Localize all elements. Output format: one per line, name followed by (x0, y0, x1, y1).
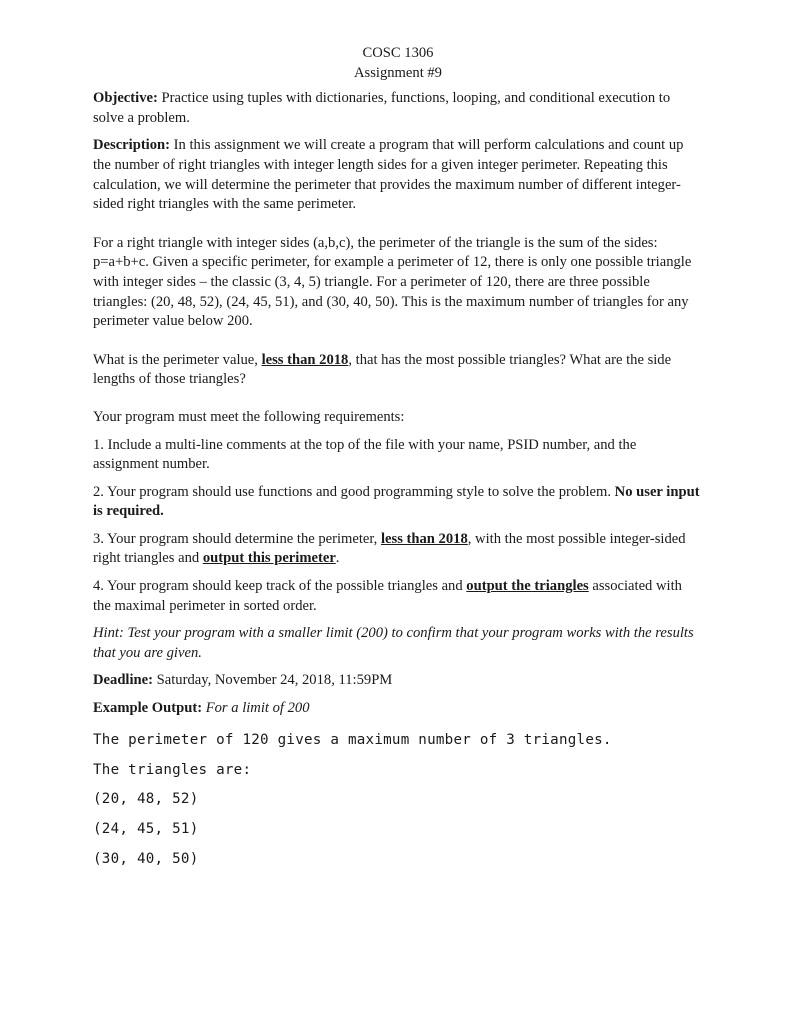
example-limit: For a limit of 200 (202, 700, 310, 717)
document-header (85, 44, 711, 83)
requirement-4-output: output the triangles (466, 578, 589, 595)
description-label: Description: (93, 137, 171, 154)
requirement-3 (93, 530, 703, 569)
deadline-label: Deadline: (93, 672, 153, 689)
objective-label: Objective: (93, 90, 158, 107)
question-limit: less than 2018 (261, 351, 349, 368)
output-line: (24, 45, 51) (93, 821, 199, 838)
requirement-3-middle: , with the most possible integer-sided right triangles and (93, 530, 686, 567)
description-paragraph (93, 136, 703, 214)
requirement-3-limit: less than 2018 (380, 530, 468, 547)
requirement-4-after: associated with the maximal perimeter in sorted order. (93, 578, 682, 614)
hint-paragraph: Hint: Test your program with a smaller limit (200) to confirm that your program works with the results that you are given. (93, 625, 694, 661)
objective-paragraph (93, 89, 703, 128)
example-output-heading (93, 699, 703, 719)
description-text: In this assignment we will create a program that will perform calculations and count up the number of right triangles with integer length sides for a given integer perimeter. Repeating this calculation, we will determine the perimeter that provides the maximum number of different integer-sided right triangles with the same perimeter. (93, 137, 684, 213)
assignment-number: Assignment #9 (354, 64, 442, 81)
example-label: Example Output: (93, 700, 203, 717)
question-paragraph (93, 351, 703, 390)
requirement-1: 1. Include a multi-line comments at the top of the file with your name, PSID number, and the assignment number. (93, 436, 637, 473)
output-line: The triangles are: (93, 761, 252, 778)
requirement-3-before: 3. Your program should determine the perimeter, (93, 530, 381, 547)
requirement-3-after: . (335, 550, 340, 567)
course-code: COSC 1306 (362, 45, 434, 61)
requirements-intro: Your program must meet the following requirements: (93, 408, 405, 425)
requirement-2 (93, 483, 703, 522)
objective-text: Practice using tuples with dictionaries, functions, looping, and conditional execution to solve a problem. (93, 90, 671, 126)
deadline-paragraph (93, 671, 703, 691)
requirement-3-output: output this perimeter (202, 550, 336, 567)
requirement-2-text: 2. Your program should use functions and good programming style to solve the problem. (93, 483, 615, 500)
requirement-2-bold: No user input is required. (93, 483, 700, 520)
output-line: The perimeter of 120 gives a maximum number of 3 triangles. (93, 731, 612, 748)
question-after: , that has the most possible triangles? What are the side lengths of those triangles? (93, 351, 672, 388)
assignment-document (93, 44, 703, 880)
triangle-paragraph: For a right triangle with integer sides (a,b,c), the perimeter of the triangle is the sum of the sides: p=a+b+c. Given a specific perimeter, for example a perimeter of 12, there is only one possible triangle with integer sides – the classic (3, 4, 5) triangle. For a perimeter of 120, there are three possible triangles: (20, 48, 52), (24, 45, 51), and (30, 40, 50). This is the maximum number of triangles for any perimeter value below 200. (93, 234, 692, 330)
question-before: What is the perimeter value, (93, 351, 262, 368)
deadline-text: Saturday, November 24, 2018, 11:59PM (153, 672, 393, 689)
requirement-4 (93, 577, 703, 616)
output-line: (30, 40, 50) (93, 851, 199, 868)
requirement-4-before: 4. Your program should keep track of the possible triangles and (93, 578, 467, 595)
output-line: (20, 48, 52) (93, 791, 199, 808)
